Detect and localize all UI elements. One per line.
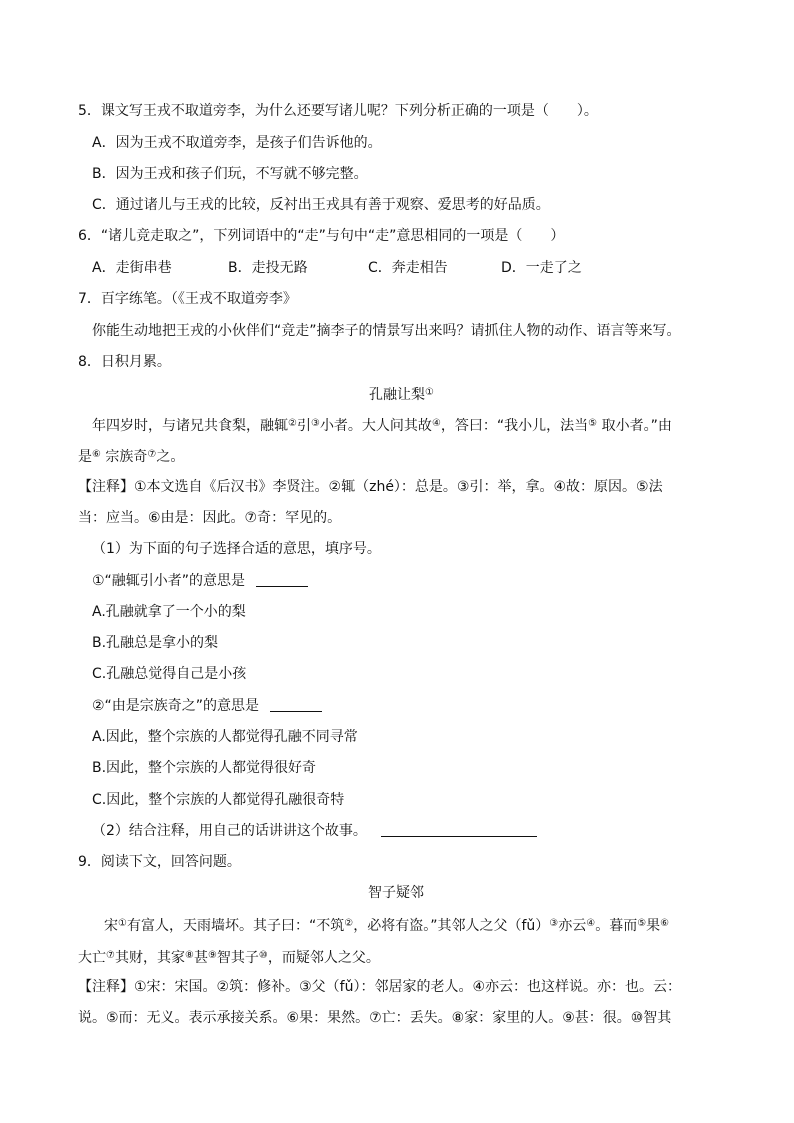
q8-item-1-option-c: C.孔融总觉得自己是小孩 (92, 666, 247, 682)
q8-passage-line-1: 年四岁时，与诸兄共食梨，融辄②引③小者。大人问其故④，答曰：“我小儿，法当⑤ 取小者。”由 (92, 418, 672, 434)
q8-stem: 8．日积月累。 (78, 354, 171, 370)
q9-stem: 9．阅读下文，回答问题。 (78, 854, 241, 870)
q6-option-b: B．走投无路 (228, 260, 308, 276)
q8-passage-title (369, 383, 434, 405)
q8-passage-line-2: 是⑥ 宗族奇⑦之。 (78, 449, 185, 465)
q8-item-2-text: ②“由是宗族奇之”的意思是 (92, 698, 260, 714)
q5-option-c: C．通过诸儿与王戎的比较，反衬出王戎具有善于观察、爱思考的好品质。 (92, 197, 550, 213)
q8-item-1-option-b: B.孔融总是拿小的梨 (92, 635, 219, 651)
q8-item-1 (92, 571, 308, 591)
q8-note-line-1: 【注释】①本文选自《后汉书》李贤注。②辄（zhé）：总是。③引：举，拿。④故：原因。⑤法 (78, 479, 663, 495)
q8-note-line-2: 当：应当。⑥由是：因此。⑦奇：罕见的。 (78, 510, 342, 526)
q8-sub-question-2-text: （2）结合注释，用自己的话讲讲这个故事。 (92, 823, 367, 839)
q7-stem: 7．百字练笔。（《王戎不取道旁李》 (78, 291, 297, 307)
q8-item-2-answer-blank[interactable] (270, 697, 322, 712)
q8-item-2 (92, 696, 322, 716)
q8-item-1-answer-blank[interactable] (256, 572, 308, 587)
q8-sub-question-1: （1）为下面的句子选择合适的意思，填序号。 (92, 541, 381, 557)
q8-item-2-option-c: C.因此，整个宗族的人都觉得孔融很奇特 (92, 792, 345, 808)
q7-body: 你能生动地把王戎的小伙伴们“竞走”摘李子的情景写出来吗？请抓住人物的动作、语言等来写。 (92, 323, 681, 339)
q9-passage-line-1: 宋①有富人，天雨墙坏。其子曰：“不筑②，必将有盗。”其邻人之父（fǔ）③亦云④。暮而⑤果⑥ (104, 918, 670, 934)
q8-item-2-option-b: B.因此，整个宗族的人都觉得很好奇 (92, 760, 317, 776)
q8-sub-2-answer-blank[interactable] (381, 822, 537, 837)
q8-item-1-text: ①“融辄引小者”的意思是 (92, 573, 246, 589)
q6-stem: 6．“诸儿竞走取之”，下列词语中的“走”与句中“走”意思相同的一项是（ ） (78, 228, 565, 244)
q9-passage-line-2: 大亡⑦其财，其家⑧甚⑨智其子⑩，而疑邻人之父。 (78, 950, 380, 966)
q6-option-a: A．走街串巷 (92, 260, 172, 276)
q5-option-a: A．因为王戎不取道旁李，是孩子们告诉他的。 (92, 135, 382, 151)
q8-item-1-option-a: A.孔融就拿了一个小的梨 (92, 604, 246, 620)
q6-option-d: D．一走了之 (501, 260, 582, 276)
q9-passage-title: 智子疑邻 (368, 885, 424, 901)
q9-note-line-1: 【注释】①宋：宋国。②筑：修补。③父（fǔ）：邻居家的老人。④亦云：也这样说。亦：也。云： (78, 979, 682, 995)
q8-item-2-option-a: A.因此，整个宗族的人都觉得孔融不同寻常 (92, 729, 358, 745)
q8-title-mark: ① (425, 387, 434, 398)
q5-stem: 5．课文写王戎不取道旁李，为什么还要写诸儿呢？下列分析正确的一项是（ ）。 (78, 103, 598, 119)
q8-title-text: 孔融让梨 (369, 387, 425, 403)
q8-sub-question-2 (92, 821, 537, 841)
q5-option-b: B．因为王戎和孩子们玩，不写就不够完整。 (92, 166, 368, 182)
q6-option-c: C．奔走相告 (368, 260, 448, 276)
q9-note-line-2: 说。⑤而：无义。表示承接关系。⑥果：果然。⑦亡：丢失。⑧家：家里的人。⑨甚：很。⑩智其 (78, 1010, 672, 1026)
